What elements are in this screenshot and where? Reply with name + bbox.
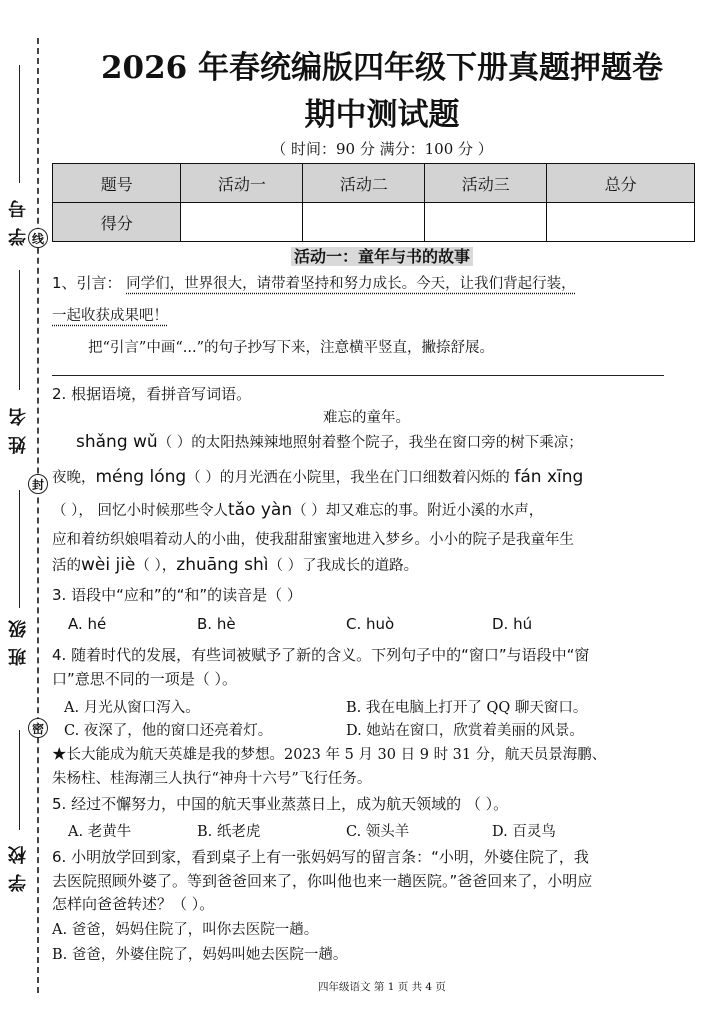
star-note-line2: 朱杨柱、桂海潮三人执行“神舟十六号”飞行任务。 xyxy=(52,771,372,787)
q5-option[interactable]: B. 纸老虎 xyxy=(197,824,261,840)
q4-option[interactable]: B. 我在电脑上打开了 QQ 聊天窗口。 xyxy=(346,700,588,716)
q3-stem: 3. 语段中“应和”的“和”的读音是（ ） xyxy=(52,586,302,604)
q5-option[interactable]: D. 百灵鸟 xyxy=(492,824,556,840)
score-cell[interactable] xyxy=(547,203,695,242)
q5-option[interactable]: C. 领头羊 xyxy=(346,824,410,840)
q3-option[interactable]: A. hé xyxy=(68,615,107,633)
q6-stem-line2: 去医院照顾外婆了。等到爸爸回来了，你叫他也来一趟医院。”爸爸回来了，小明应 xyxy=(52,872,593,890)
page-footer: 四年级语文 第 1 页 共 4 页 xyxy=(318,981,446,993)
score-header-cell: 题号 xyxy=(53,164,181,203)
q6-stem-line3: 怎样向爸爸转述？（ ）。 xyxy=(52,895,215,913)
binding-dashed-line xyxy=(37,38,39,993)
q3-option[interactable]: B. hè xyxy=(197,615,236,633)
seal-char-mi: 密 xyxy=(28,718,48,738)
q2-passage-line2: 夜晚，méng lóng（ ）的月光洒在小院里，我坐在门口细数着闪烁的 fán xīng xyxy=(52,467,584,487)
school-fill-line[interactable] xyxy=(19,730,20,830)
student-no-fill-line[interactable] xyxy=(19,65,20,183)
name-fill-line[interactable] xyxy=(19,270,20,390)
q1-answer-line[interactable] xyxy=(52,375,664,376)
q4-option[interactable]: C. 夜深了，他的窗口还亮着灯。 xyxy=(64,723,273,739)
section-title: 活动一：童年与书的故事 xyxy=(52,244,712,267)
class-label: 班级 xyxy=(8,610,29,666)
q6-option-a[interactable]: A. 爸爸，妈妈住院了，叫你去医院一趟。 xyxy=(52,922,319,938)
q3-option[interactable]: D. hú xyxy=(492,615,533,633)
q2-passage-line4: 应和着纺织娘唱着动人的小曲，使我甜甜蜜蜜地进入梦乡。小小的院子是我童年生 xyxy=(52,532,574,548)
score-header-cell: 活动二 xyxy=(303,164,425,203)
score-header-cell: 总分 xyxy=(547,164,695,203)
q4-stem-line1: 4. 随着时代的发展，有些词被赋予了新的含义。下列句子中的“窗口”与语段中“窗 xyxy=(52,646,590,664)
q4-option[interactable]: A. 月光从窗口泻入。 xyxy=(64,700,200,716)
student-no-label: 学号 xyxy=(8,190,29,246)
name-label: 姓名 xyxy=(8,398,29,454)
q5-option[interactable]: A. 老黄牛 xyxy=(68,824,132,840)
q1-instruction: 把“引言”中画“...”的句子抄写下来，注意横平竖直，撇捺舒展。 xyxy=(88,340,494,356)
score-cell[interactable] xyxy=(303,203,425,242)
seal-char-xian: 线 xyxy=(28,228,48,248)
q1-intro-line2: 一起收获成果吧！ xyxy=(52,308,168,324)
score-row-label: 得分 xyxy=(53,203,181,242)
page-subtitle: 期中测试题 xyxy=(304,97,460,133)
score-table-row xyxy=(53,203,695,242)
q4-option[interactable]: D. 她站在窗口，欣赏着美丽的风景。 xyxy=(346,723,584,739)
score-cell[interactable] xyxy=(181,203,303,242)
q5-stem: 5. 经过不懈努力，中国的航天事业蒸蒸日上，成为航天领域的 （ ）。 xyxy=(52,795,509,813)
q2-stem: 2. 根据语境，看拼音写词语。 xyxy=(52,385,252,403)
score-header-cell: 活动一 xyxy=(181,164,303,203)
score-cell[interactable] xyxy=(425,203,547,242)
seal-char-feng: 封 xyxy=(28,474,48,494)
q6-option-b[interactable]: B. 爸爸，外婆住院了，妈妈叫她去医院一趟。 xyxy=(52,947,348,963)
time-info: （ 时间：90 分 满分：100 分 ） xyxy=(271,140,493,158)
school-label: 学校 xyxy=(8,836,29,892)
score-table-header-row xyxy=(53,164,695,203)
score-header-cell: 活动三 xyxy=(425,164,547,203)
q4-stem-line2: 口”意思不同的一项是（ ）。 xyxy=(52,670,238,688)
q2-passage-title: 难忘的童年。 xyxy=(323,410,410,426)
star-note-line1: ★长大能成为航天英雄是我的梦想。2023 年 5 月 30 日 9 时 31 分，航天员景海鹏、 xyxy=(52,747,607,763)
page-title: 2026 年春统编版四年级下册真题押题卷 xyxy=(100,50,664,86)
q2-passage-line3: （ ）， 回忆小时候那些令人tǎo yàn（ ）却又难忘的事。附近小溪的水声， xyxy=(52,500,544,520)
q6-stem-line1: 6. 小明放学回到家，看到桌子上有一张妈妈写的留言条：“小明，外婆住院了，我 xyxy=(52,848,589,866)
score-table xyxy=(52,163,695,242)
q2-passage-line5: 活的wèi jiè（ ），zhuāng shì（ ）了我成长的道路。 xyxy=(52,555,419,575)
q2-passage-line1: shǎng wǔ（ ）的太阳热辣辣地照射着整个院子，我坐在窗口旁的树下乘凉； xyxy=(76,432,583,452)
q3-option[interactable]: C. huò xyxy=(346,615,395,633)
class-fill-line[interactable] xyxy=(19,490,20,608)
q1-intro-line1: 1、引言： 同学们，世界很大，请带着坚持和努力成长。今天，让我们背起行装， xyxy=(52,274,576,292)
